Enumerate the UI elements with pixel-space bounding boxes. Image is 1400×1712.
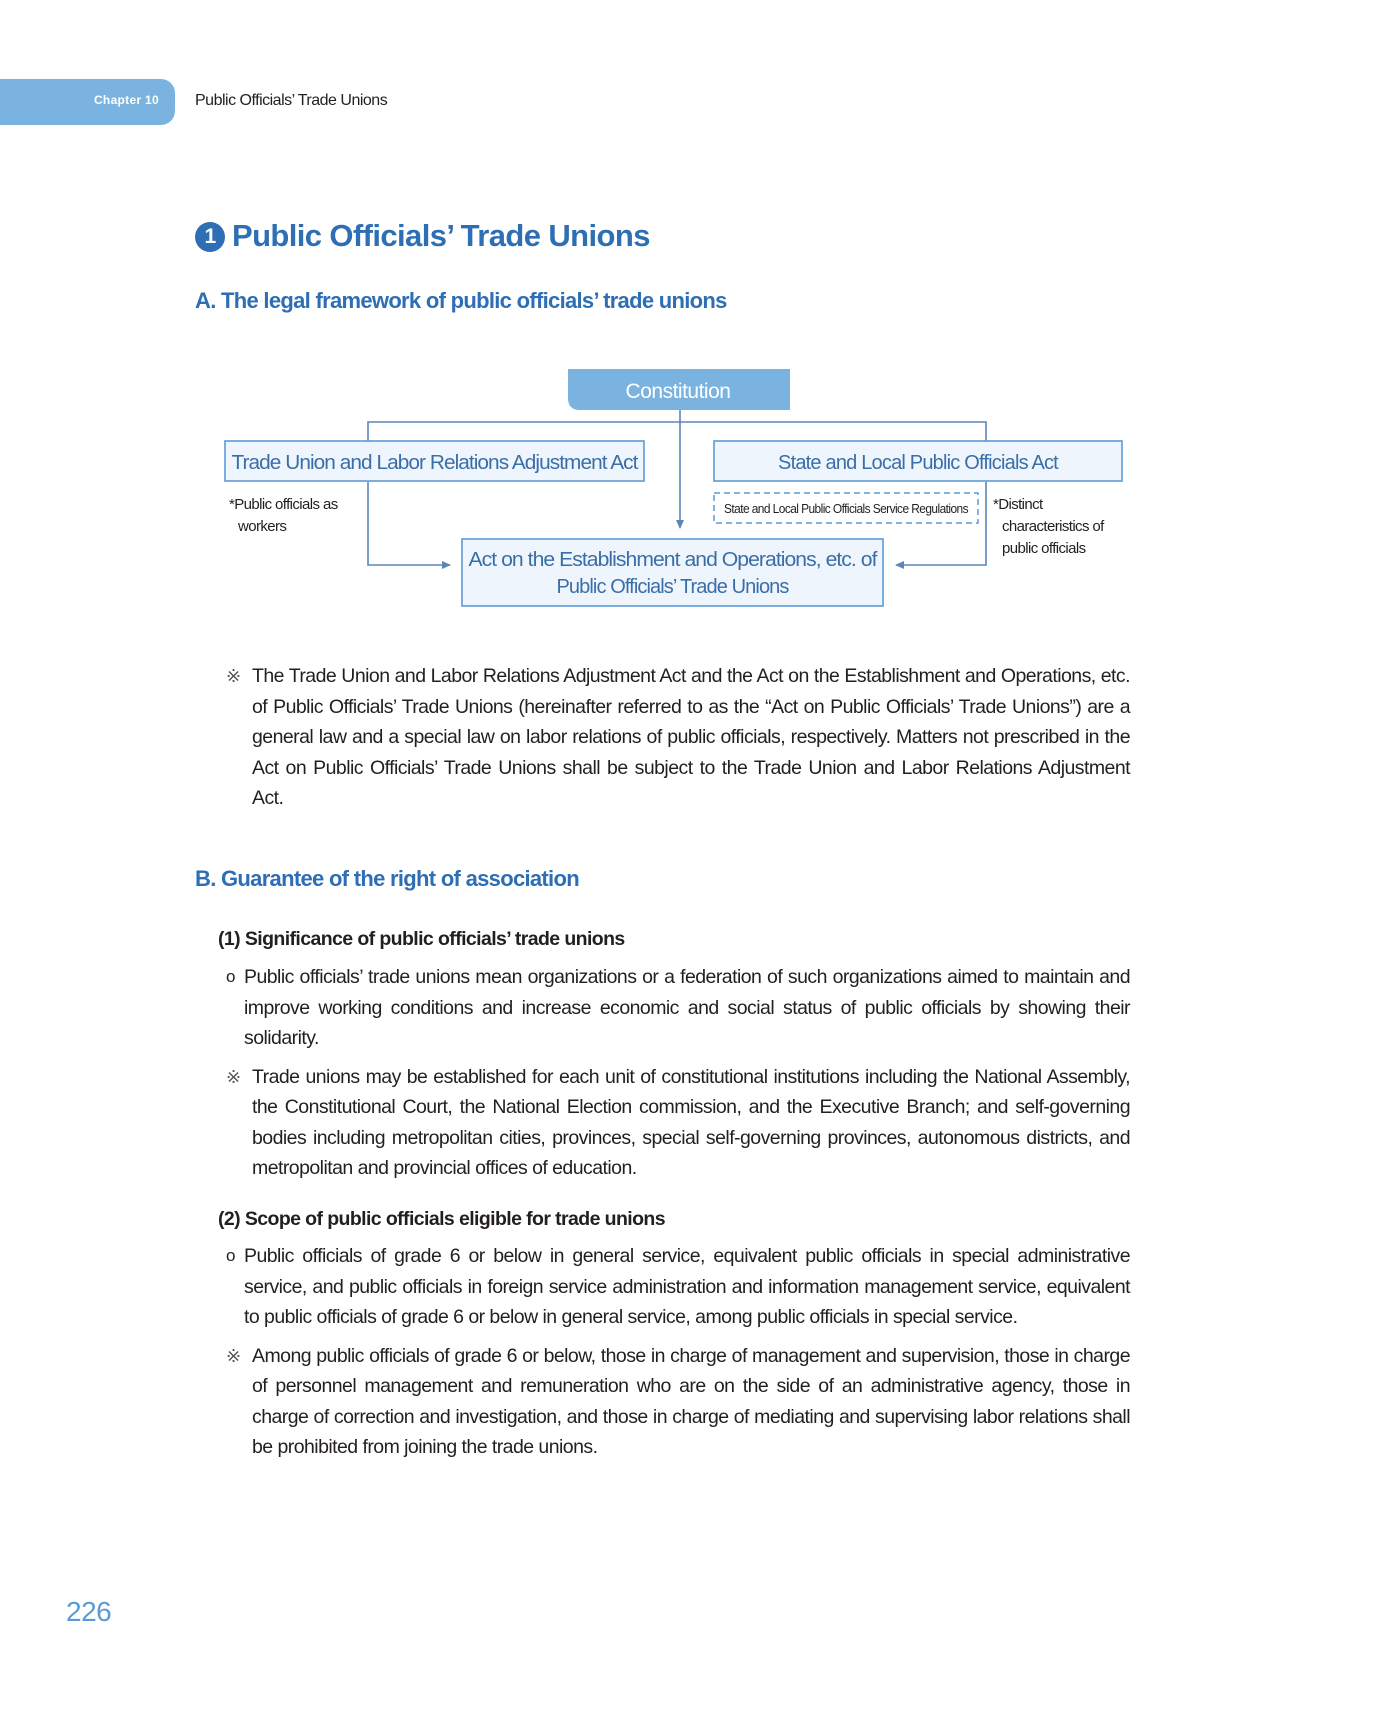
constitution-label: Constitution	[625, 380, 731, 403]
part1-note-text: Trade unions may be established for each unit of constitutional institutions including the National Assembly, the Constitutional Court, the National Election commission, and the Executive Branch; and self-governing bodies including metropolitan cities, provinces, special self-governing provinces, autonomous districts, and metropolitan and provincial offices of education.	[252, 1065, 1130, 1179]
part1-heading: (1) Significance of public officials’ trade unions	[218, 928, 625, 950]
bullet-circle-icon: o	[226, 1246, 235, 1265]
connector-left-arrow	[368, 482, 450, 565]
legal-framework-diagram	[0, 0, 1400, 640]
note-right-line3: public officials	[1002, 540, 1086, 557]
note-a-text: The Trade Union and Labor Relations Adjustment Act and the Act on the Establishment and Operations, etc. of Public Officials’ Trade Unions (hereinafter referred to as the “Act on Public Officials’ Trade Unions”) are a general law and a special law on labor relations of public officials, respectively. Matters not prescribed in the Act on Public Officials’ Trade Unions shall be subject to the Trade Union and Labor Relations Adjustment Act.	[252, 665, 1130, 809]
subsection-b-title: B. Guarantee of the right of association	[195, 866, 579, 891]
target-act-line2: Public Officials’ Trade Unions	[556, 576, 789, 598]
note-left-line1: *Public officials as	[229, 496, 338, 513]
chapter-label: Chapter 10	[93, 93, 159, 107]
constitution-box	[568, 369, 790, 410]
service-regulations-box	[714, 493, 978, 523]
note-distinct-characteristics	[993, 496, 1105, 557]
note-public-officials-as-workers	[229, 496, 338, 535]
bullet-circle-icon: o	[226, 967, 235, 986]
subsection-a-title: A. The legal framework of public officials’ trade unions	[195, 288, 727, 313]
public-officials-trade-unions-act-box	[462, 539, 883, 606]
note-a	[220, 661, 1130, 814]
part2-body	[220, 1241, 1130, 1463]
note-right-line1: *Distinct	[993, 496, 1043, 513]
state-local-act-box	[714, 441, 1122, 481]
section-title-text: Public Officials’ Trade Unions	[232, 218, 650, 253]
trade-union-act-box	[225, 441, 644, 481]
connector-top-bracket	[368, 422, 986, 441]
reference-mark-icon: ※	[226, 1066, 241, 1087]
reference-mark-icon: ※	[226, 1345, 241, 1366]
part2-note-text: Among public officials of grade 6 or below, those in charge of management and supervision, those in charge of personnel management and remuneration who are on the side of an administrative agency, those in charge of correction and investigation, and those in charge of mediating and supervising labor relations shall be prohibited from joining the trade unions.	[252, 1344, 1130, 1458]
service-regulations-label: State and Local Public Officials Service Regulations	[724, 502, 969, 516]
page-number: 226	[66, 1596, 112, 1627]
part2-note	[220, 1341, 1130, 1463]
note-right-line2: characteristics of	[1002, 518, 1104, 535]
part1-bullet-text: Public officials’ trade unions mean organizations or a federation of such organizations aimed to maintain and improve working conditions and increase economic and social status of public officials by showing their solidarity.	[244, 966, 1130, 1049]
state-local-act-label: State and Local Public Officials Act	[778, 452, 1058, 474]
reference-mark-icon: ※	[226, 666, 241, 686]
part2-bullet	[220, 1241, 1130, 1333]
part1-note	[220, 1062, 1130, 1184]
part1-bullet	[220, 962, 1130, 1054]
note-a-block	[220, 661, 1130, 814]
part2-bullet-text: Public officials of grade 6 or below in general service, equivalent public officials in special administrative service, and public officials in foreign service administration and information management service, equivalent to public officials of grade 6 or below in general service, among public officials in special service.	[244, 1245, 1130, 1328]
target-act-line1: Act on the Establishment and Operations, etc. of	[468, 549, 878, 571]
trade-union-act-label: Trade Union and Labor Relations Adjustment Act	[231, 452, 639, 474]
running-title: Public Officials’ Trade Unions	[195, 92, 388, 109]
part1-body	[220, 962, 1130, 1184]
note-left-line2: workers	[238, 518, 287, 535]
part2-heading: (2) Scope of public officials eligible for trade unions	[218, 1208, 665, 1230]
section-number-badge: 1	[195, 222, 225, 252]
